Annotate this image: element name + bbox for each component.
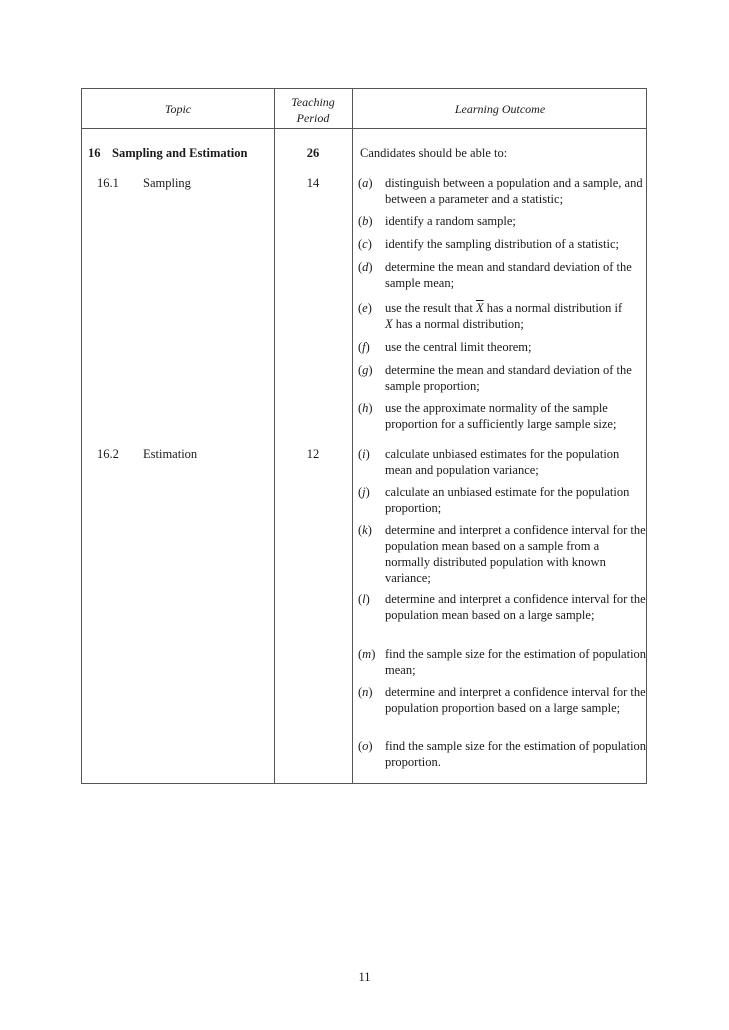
header-teaching-line2: Period (296, 111, 330, 125)
outcome-key: (k) (358, 523, 372, 537)
outcome-text: determine and interpret a confidence interval for the population mean based on a sample from a normally distributed population with known variance; (385, 523, 646, 585)
column-divider-2 (352, 89, 353, 783)
outcome-text-part: use the result that (385, 301, 473, 315)
header-topic: Topic (164, 102, 192, 116)
syllabus-table (81, 88, 647, 784)
section-title: Sampling and Estimation (112, 146, 248, 160)
subsection-title: Sampling (143, 176, 191, 190)
outcome-key: (j) (358, 485, 370, 499)
outcome-text: distinguish between a population and a sample, and between a parameter and a statistic; (385, 176, 643, 206)
outcome-text: determine and interpret a confidence interval for the population proportion based on a large sample; (385, 685, 646, 715)
column-divider-1 (274, 89, 275, 783)
header-divider (82, 128, 646, 129)
outcome-text: determine and interpret a confidence interval for the population mean based on a large sample; (385, 592, 646, 622)
outcome-text: find the sample size for the estimation of population proportion. (385, 739, 647, 769)
outcome-text: determine the mean and standard deviation of the sample mean; (385, 260, 632, 290)
outcome-text-part: has a normal distribution; (395, 317, 524, 331)
x-bar-symbol: $\overline{X}$ (475, 301, 484, 315)
subsection-title: Estimation (143, 447, 198, 461)
outcome-text: determine the mean and standard deviation of the sample proportion; (385, 363, 632, 393)
section-number: 16 (88, 146, 101, 160)
outcome-key: (d) (358, 260, 373, 274)
subsection-period: 12 (306, 447, 320, 461)
outcome-key: (h) (358, 401, 373, 415)
outcome-key: (n) (358, 685, 373, 699)
outcome-key: (g) (358, 363, 373, 377)
outcome-key: (c) (358, 237, 372, 251)
outcome-text (385, 300, 647, 332)
outcome-key: (b) (358, 214, 373, 228)
outcome-key: (m) (358, 647, 376, 661)
outcome-key: (a) (358, 176, 373, 190)
outcome-text: identify the sampling distribution of a statistic; (385, 237, 619, 251)
subsection-period: 14 (306, 176, 320, 190)
header-learning-outcome: Learning Outcome (454, 102, 546, 116)
subsection-number: 16.1 (97, 176, 119, 190)
x-symbol: X (385, 317, 393, 331)
outcome-key: (i) (358, 447, 370, 461)
section-period: 26 (306, 146, 320, 160)
outcome-key: (e) (358, 301, 372, 315)
subsection-number: 16.2 (97, 447, 119, 461)
outcome-key: (f) (358, 340, 370, 354)
outcome-text: use the central limit theorem; (385, 340, 532, 354)
outcome-text: calculate unbiased estimates for the population mean and population variance; (385, 447, 620, 477)
header-teaching-line1: Teaching (291, 95, 335, 109)
outcome-text: find the sample size for the estimation of population mean; (385, 647, 647, 677)
header-teaching-period (274, 94, 352, 126)
section-intro: Candidates should be able to: (360, 146, 508, 160)
outcome-key: (l) (358, 592, 370, 606)
outcome-key: (o) (358, 739, 373, 753)
outcome-text: identify a random sample; (385, 214, 516, 228)
outcome-text-part: has a normal distribution if (486, 301, 623, 315)
page-number: 11 (358, 970, 371, 984)
outcome-text: use the approximate normality of the sample proportion for a sufficiently large sample size; (385, 401, 617, 431)
outcome-text: calculate an unbiased estimate for the population proportion; (385, 485, 630, 515)
